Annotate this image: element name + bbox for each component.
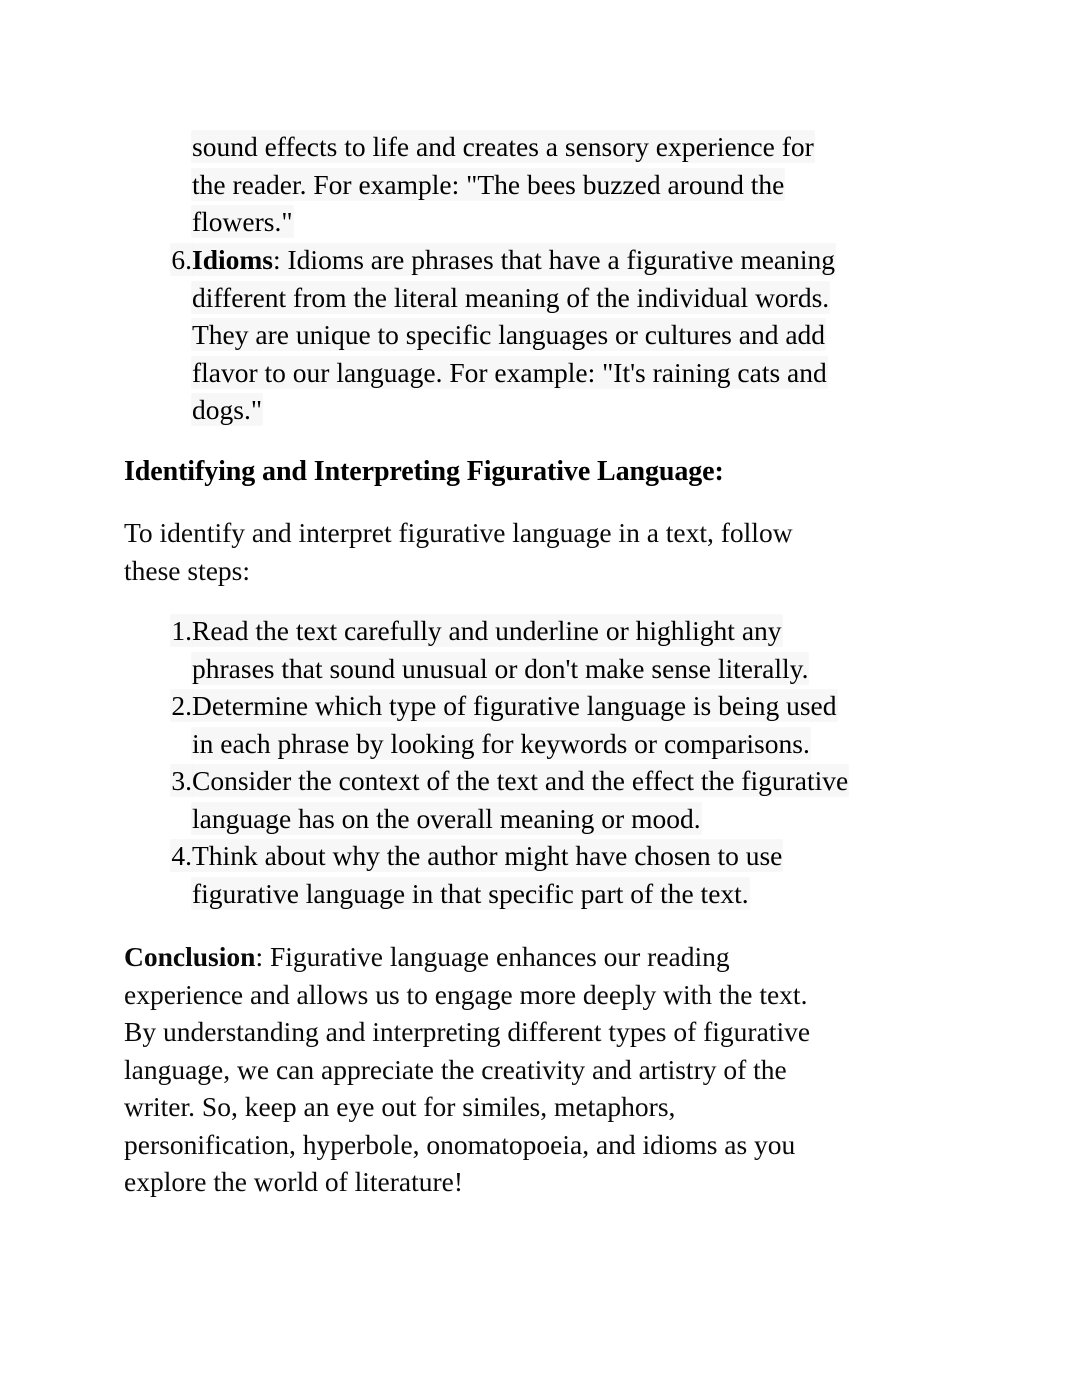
text-line: language has on the overall meaning or mood. <box>192 802 701 834</box>
list-marker: 1. <box>171 615 192 646</box>
text-line: Determine which type of figurative language is being used <box>192 690 837 721</box>
text-line: Read the text carefully and underline or highlight any <box>192 615 782 646</box>
list-marker: 4. <box>171 840 192 871</box>
text-line: phrases that sound unusual or don't make sense literally. <box>192 652 809 684</box>
list-item-text <box>192 762 992 837</box>
text-line <box>192 241 992 279</box>
text-line: experience and allows us to engage more deeply with the text. <box>124 978 808 1010</box>
intro-paragraph <box>124 514 984 589</box>
list-marker: 2. <box>171 690 192 721</box>
text-run: : Idioms are phrases that have a figurative meaning <box>273 244 836 275</box>
continued-list-item <box>0 128 1080 241</box>
list-item-text <box>192 241 992 429</box>
text-line: Think about why the author might have chosen to use <box>192 840 783 871</box>
text-line: these steps: <box>124 554 251 586</box>
text-line: sound effects to life and creates a sensory experience for <box>192 131 814 162</box>
text-line: writer. So, keep an eye out for similes, metaphors, <box>124 1091 676 1122</box>
text-line: different from the literal meaning of the individual words. <box>192 281 830 313</box>
text-line: By understanding and interpreting different types of figurative <box>124 1016 811 1047</box>
text-line: flavor to our language. For example: "It's raining cats and <box>192 356 827 388</box>
list-item <box>0 241 1080 429</box>
list-marker: 6. <box>171 244 192 275</box>
conclusion-term: Conclusion <box>124 941 256 972</box>
conclusion-paragraph <box>124 938 984 1201</box>
list-marker: 3. <box>171 765 192 796</box>
text-run: : Figurative language enhances our reading <box>255 941 730 972</box>
section-heading: Identifying and Interpreting Figurative Language: <box>124 456 724 487</box>
text-line: explore the world of literature! <box>124 1166 464 1197</box>
text-line: figurative language in that specific part of the text. <box>192 877 749 909</box>
text-line: To identify and interpret figurative language in a text, follow <box>124 517 793 548</box>
list-item-text <box>192 837 992 912</box>
list-item-text <box>192 687 992 762</box>
list-item-text <box>192 612 992 687</box>
text-line: dogs." <box>192 394 263 425</box>
text-line: language, we can appreciate the creativity and artistry of the <box>124 1053 787 1085</box>
list-item <box>0 762 1080 837</box>
text-line: the reader. For example: "The bees buzzed around the <box>192 168 785 200</box>
list-item-text <box>192 128 992 241</box>
types-list <box>0 241 1080 429</box>
list-item <box>0 837 1080 912</box>
steps-list <box>0 612 1080 912</box>
list-item <box>0 612 1080 687</box>
list-item <box>0 687 1080 762</box>
text-line: They are unique to specific languages or cultures and add <box>192 319 826 350</box>
list-item <box>0 128 1080 241</box>
list-item-term: Idioms <box>192 244 273 275</box>
text-line: personification, hyperbole, onomatopoeia, and idioms as you <box>124 1128 796 1160</box>
text-line: Consider the context of the text and the effect the figurative <box>192 765 849 796</box>
text-line: in each phrase by looking for keywords or comparisons. <box>192 727 810 759</box>
text-line: flowers." <box>192 206 293 237</box>
text-line <box>124 938 984 976</box>
